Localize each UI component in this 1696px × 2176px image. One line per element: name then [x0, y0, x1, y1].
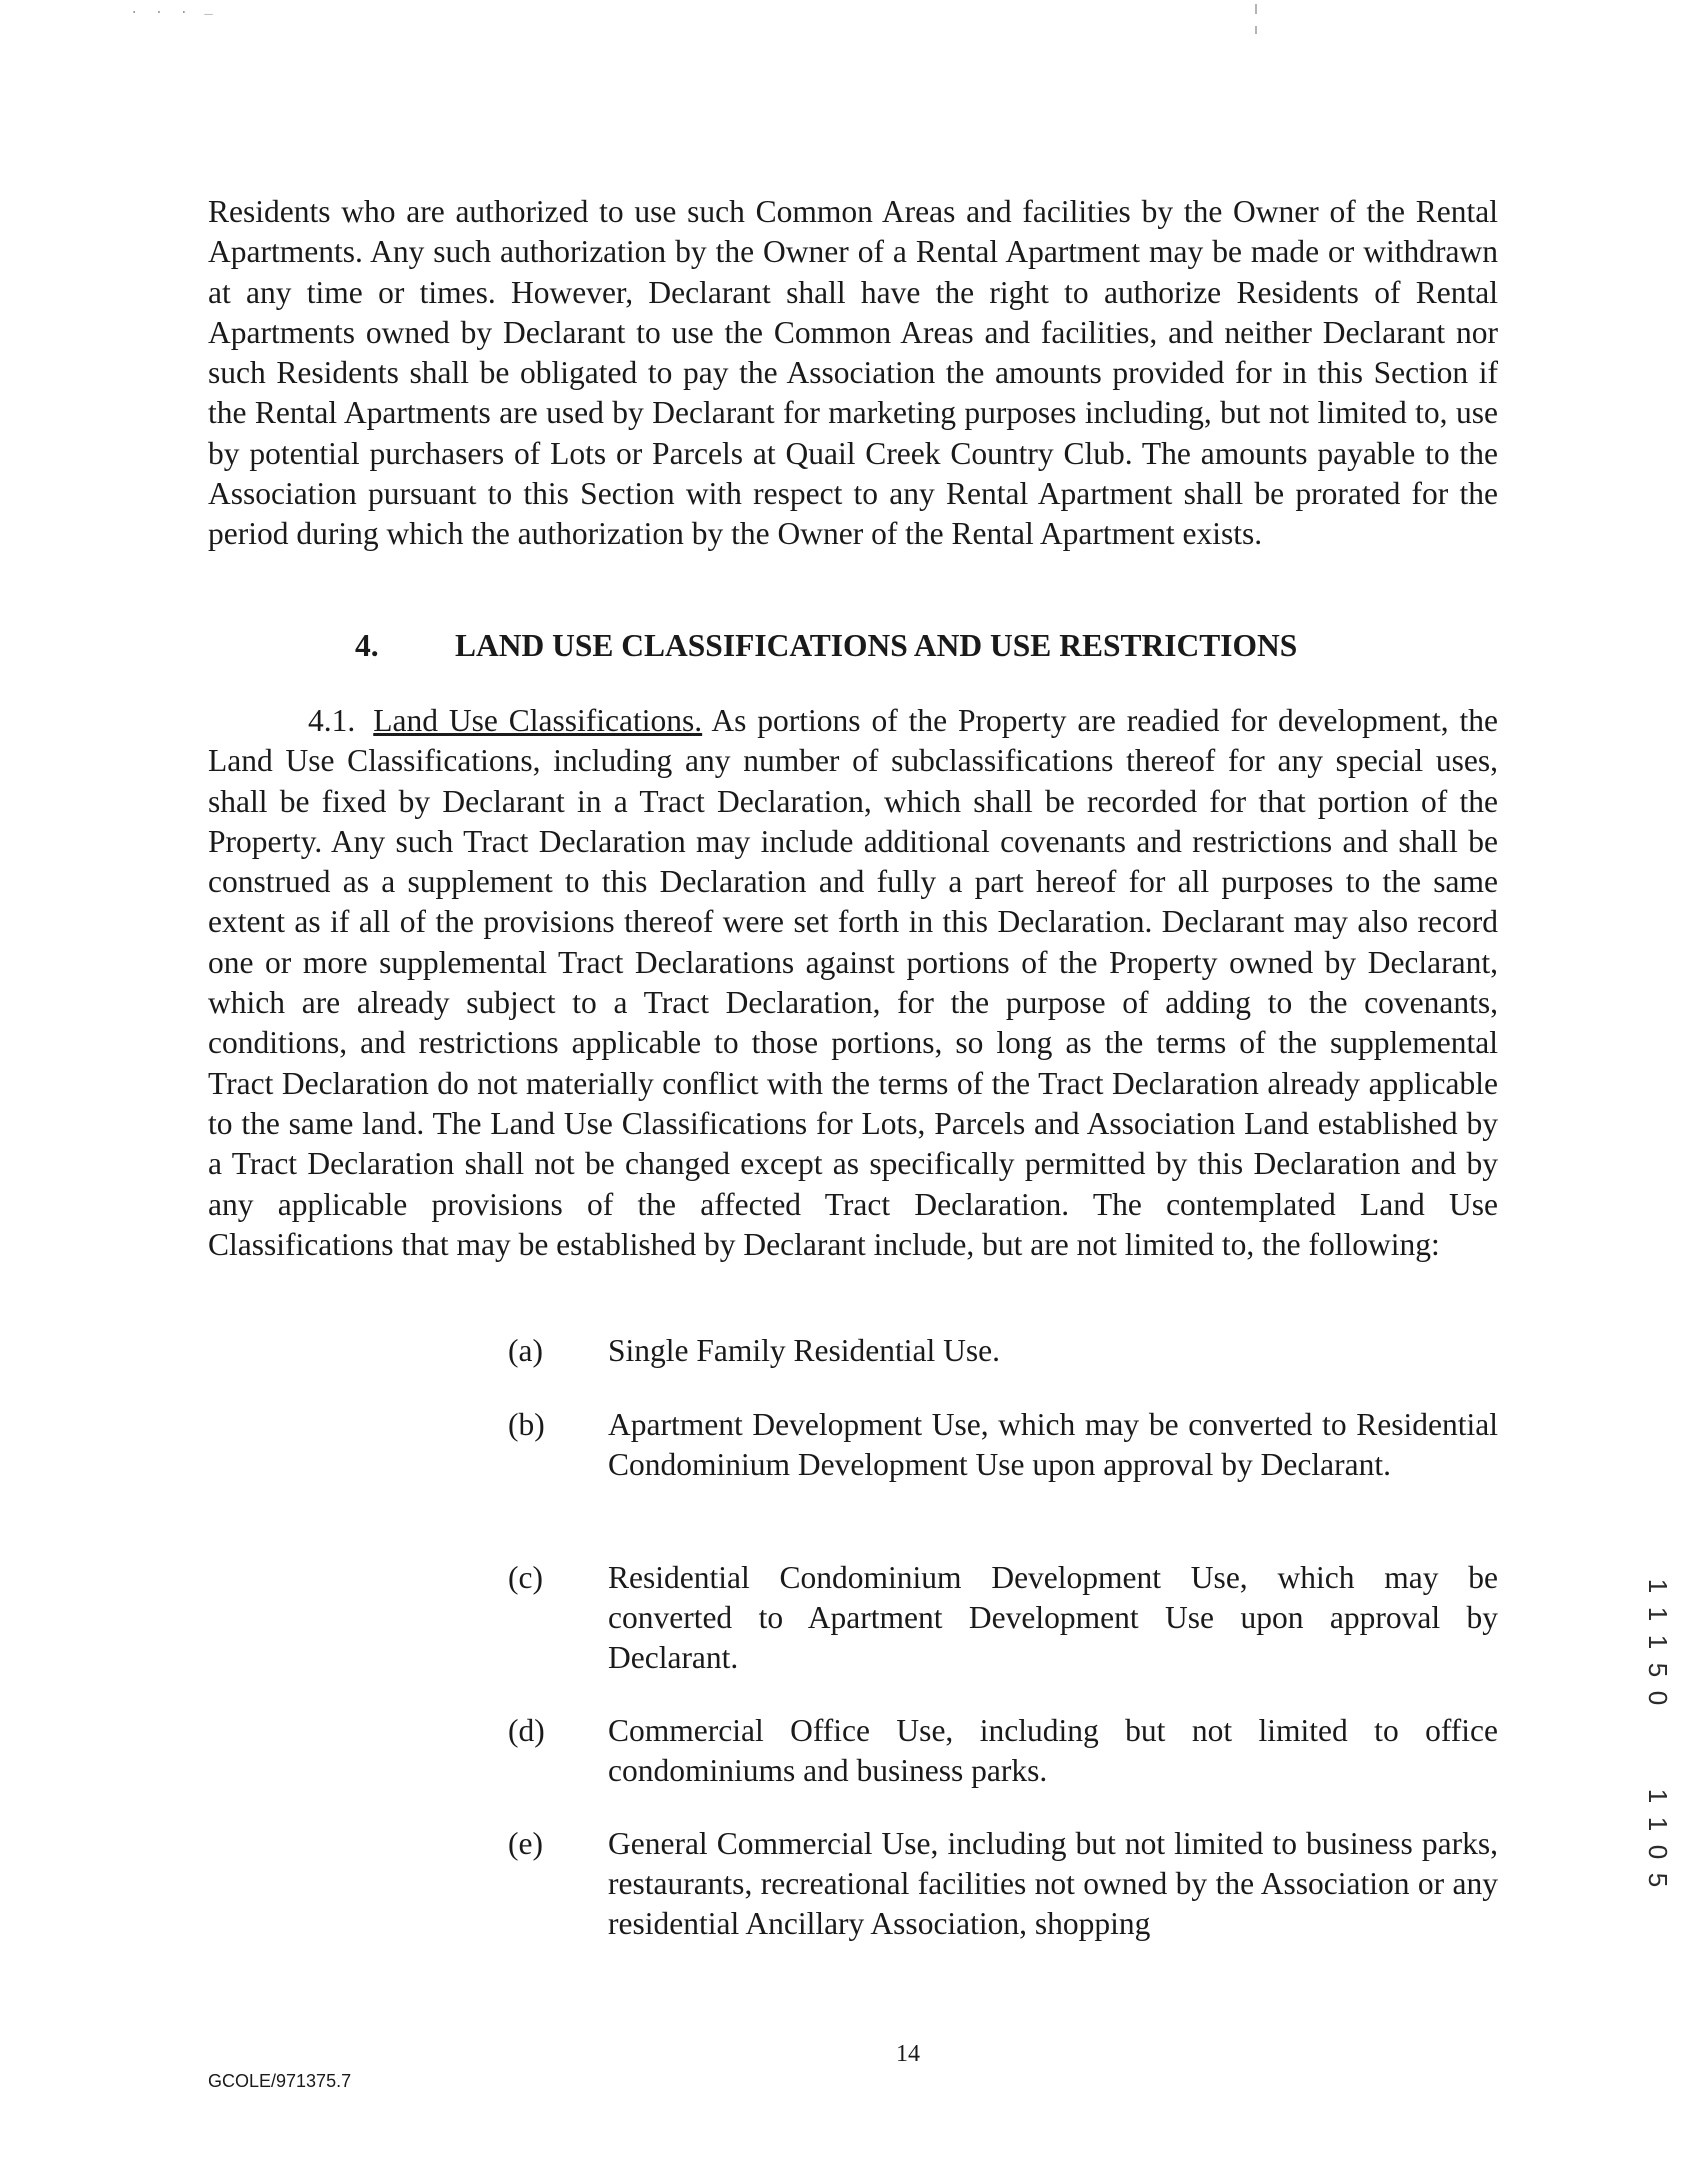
section-number: 4. — [355, 628, 379, 663]
stamp-character: 5 — [1643, 1872, 1673, 1888]
scan-artifact-tick — [1255, 4, 1257, 14]
section-heading — [355, 626, 1297, 666]
subsection-text: As portions of the Property are readied for development, the Land Use Classifications, including any number of subclassifications thereof for any special uses, shall be fixed by Declarant in a Tract Declaration, which shall be recorded for that portion of the Property. Any such Tract Declaration may include additional covenants and restrictions and shall be construed as a supplement to this Declaration and fully a part hereof for all purposes to the same extent as if all of the provisions thereof were set forth in this Declaration. Declarant may also record one or more supplemental Tract Declarations against portions of the Property owned by Declarant, which are already subject to a Tract Declaration, for the purpose of adding to the covenants, conditions, and restrictions applicable to those portions, so long as the terms of the supplemental Tract Declaration do not materially conflict with the terms of the Tract Declaration already applicable to the same land. The Land Use Classifications for Lots, Parcels and Association Land established by a Tract Declaration shall not be changed except as specifically permitted by this Declaration and by any applicable provisions of the affected Tract Declaration. The contemplated Land Use Classifications that may be established by Declarant include, but are not limited to, the following: — [208, 703, 1498, 1262]
list-item-text: Apartment Development Use, which may be converted to Residential Condominium Development Use upon approval by Declarant. — [608, 1407, 1498, 1482]
list-item-text: Single Family Residential Use. — [608, 1333, 1000, 1368]
stamp-character: 1 — [1643, 1816, 1673, 1832]
margin-recording-stamp-upper — [1640, 1572, 1676, 1712]
list-marker: (c) — [508, 1560, 543, 1595]
list-item-text: General Commercial Use, including but not limited to business parks, restaurants, recreational facilities not owned by the Association or any residential Ancillary Association, shopping — [608, 1826, 1498, 1941]
list-marker: (b) — [508, 1407, 545, 1442]
stamp-character: 1 — [1643, 1634, 1673, 1650]
stamp-character: 1 — [1643, 1578, 1673, 1594]
stamp-character: 1 — [1643, 1788, 1673, 1804]
section-title: LAND USE CLASSIFICATIONS AND USE RESTRICTIONS — [455, 628, 1298, 663]
scan-artifact-marks: . . . _ — [130, 2, 217, 18]
stamp-character: 0 — [1643, 1690, 1673, 1706]
stamp-character: 0 — [1643, 1844, 1673, 1860]
stamp-character: 1 — [1643, 1606, 1673, 1622]
scan-artifact-tick — [1255, 26, 1257, 34]
list-marker: (a) — [508, 1333, 543, 1368]
list-marker: (d) — [508, 1713, 545, 1748]
paragraph-land-use-classifications — [208, 701, 1498, 1265]
page-number: 14 — [896, 2041, 920, 2067]
subsection-title: Land Use Classifications. — [373, 703, 703, 738]
list-item-text: Residential Condominium Development Use, which may be converted to Apartment Development Use upon approval by Declarant. — [608, 1560, 1498, 1675]
stamp-character: 5 — [1643, 1662, 1673, 1678]
document-id: GCOLE/971375.7 — [208, 2071, 352, 2091]
margin-recording-stamp-lower — [1640, 1782, 1676, 1894]
list-marker: (e) — [508, 1826, 543, 1861]
paragraph-residents-authorization: Residents who are authorized to use such Common Areas and facilities by the Owner of the Rental Apartments. Any such authorization by the Owner of a Rental Apartment may be made or withdrawn at any time or times. However, Declarant shall have the right to authorize Residents of Rental Apartments owned by Declarant to use the Common Areas and facilities, and neither Declarant nor such Residents shall be obligated to pay the Association the amounts provided for in this Section if the Rental Apartments are used by Declarant for marketing purposes including, but not limited to, use by potential purchasers of Lots or Parcels at Quail Creek Country Club. The amounts payable to the Association pursuant to this Section with respect to any Rental Apartment shall be prorated for the period during which the authorization by the Owner of the Rental Apartment exists. — [208, 194, 1498, 552]
list-item-text: Commercial Office Use, including but not limited to office condominiums and business parks. — [608, 1713, 1498, 1788]
subsection-number: 4.1. — [308, 703, 356, 738]
